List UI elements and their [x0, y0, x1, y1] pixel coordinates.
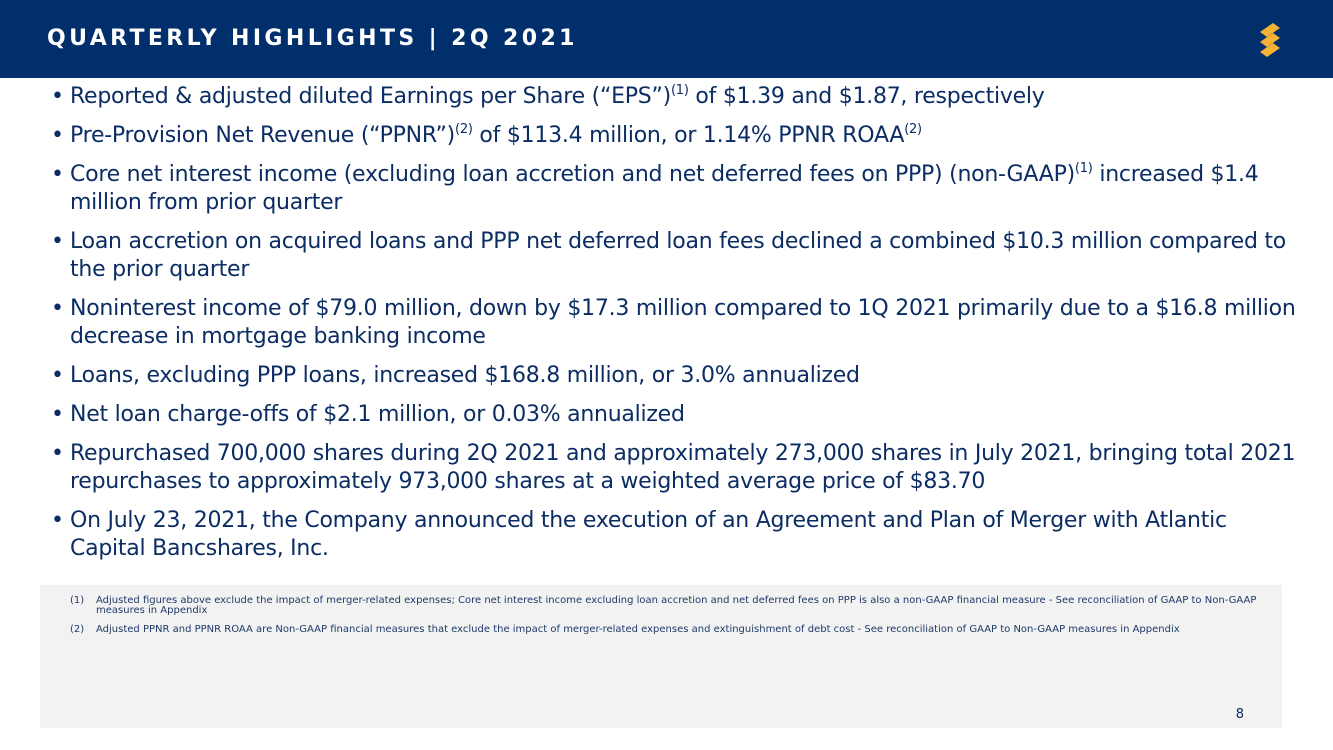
highlight-item: • Repurchased 700,000 shares during 2Q 2021 and approximately 273,000 shares in July 2021, bringing total 2021 repurchases to approximately 973,000 shares at a weighted average price of $83.70 [51, 440, 1301, 496]
footnote-text: Adjusted PPNR and PPNR ROAA are Non-GAAP financial measures that exclude the impact of merger-related expenses and extinguishment of debt cost - See reconciliation of GAAP to Non-GAAP measures in Appendix [96, 624, 1180, 635]
highlight-item: • Core net interest income (excluding loan accretion and net deferred fees on PPP) (non-GAAP)$^{(1)}$ increased $1.4 million from prior quarter [51, 161, 1301, 217]
footnote [70, 625, 1260, 635]
highlight-item: • On July 23, 2021, the Company announced the execution of an Agreement and Plan of Merger with Atlantic Capital Bancshares, Inc. [51, 507, 1301, 563]
footnote [70, 596, 1260, 616]
header-bar [0, 0, 1333, 78]
highlights-list [51, 83, 1301, 574]
highlight-item: • Pre-Provision Net Revenue (“PPNR”)$^{(2)}$ of $113.4 million, or 1.14% PPNR ROAA$^{(2)}$ [51, 122, 1301, 150]
footnote-number: (1) [70, 595, 85, 606]
footnotes-panel [40, 585, 1282, 728]
page-title: QUARTERLY HIGHLIGHTS | 2Q 2021 [47, 26, 578, 51]
stylized-s-logo-icon [1254, 20, 1286, 60]
footnote-number: (2) [70, 624, 85, 635]
highlight-item: • Reported & adjusted diluted Earnings per Share (“EPS”)$^{(1)}$ of $1.39 and $1.87, respectively [51, 83, 1301, 111]
highlight-item: • Loans, excluding PPP loans, increased $168.8 million, or 3.0% annualized [51, 362, 1301, 390]
highlight-item: • Loan accretion on acquired loans and PPP net deferred loan fees declined a combined $10.3 million compared to the prior quarter [51, 228, 1301, 284]
page-number: 8 [1235, 707, 1244, 722]
highlight-item: • Noninterest income of $79.0 million, down by $17.3 million compared to 1Q 2021 primarily due to a $16.8 million decrease in mortgage banking income [51, 295, 1301, 351]
footnote-text: Adjusted figures above exclude the impact of merger-related expenses; Core net interest income excluding loan accretion and net deferred fees on PPP is also a non-GAAP financial measure - See reconciliation of GAAP to Non-GAAP measures in Appendix [96, 595, 1257, 616]
highlight-item: • Net loan charge-offs of $2.1 million, or 0.03% annualized [51, 401, 1301, 429]
